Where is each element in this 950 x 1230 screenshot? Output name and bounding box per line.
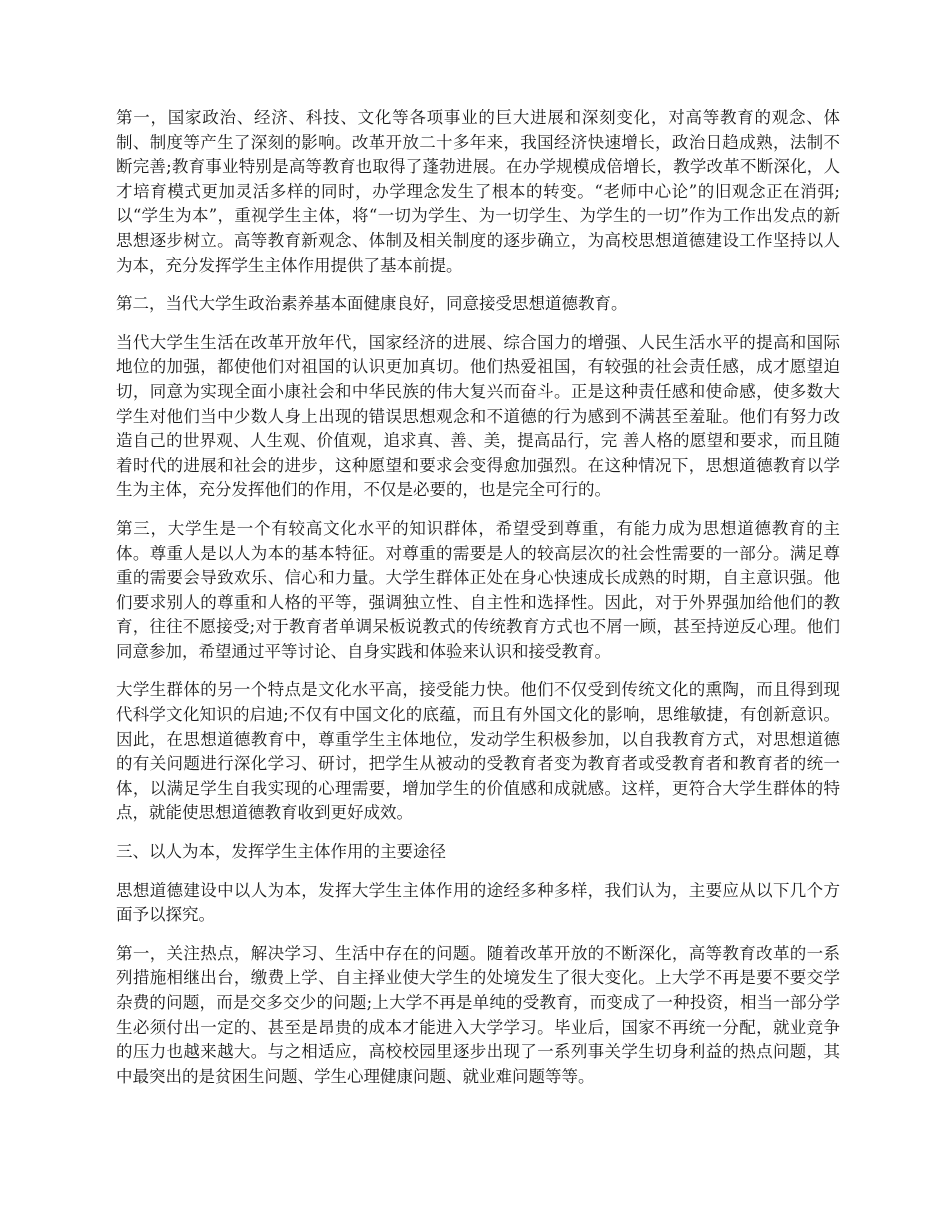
document-body — [116, 106, 840, 1103]
paragraph-5: 大学生群体的另一个特点是文化水平高，接受能力快。他们不仅受到传统文化的熏陶，而且得到现代科学文化知识的启迪;不仅有中国文化的底蕴，而且有外国文化的影响，思维敏捷，有创新意识。因此，在思想道德教育中，尊重学生主体地位，发动学生积极参加，以自我教育方式，对思想道德的有关问题进行深化学习、研讨，把学生从被动的受教育者变为教育者或受教育者和教育者的统一体，以满足学生自我实现的心理需要，增加学生的价值感和成就感。这样，更符合大学生群体的特点，就能使思想道德教育收到更好成效。 — [116, 680, 840, 823]
section-heading: 三、以人为本，发挥学生主体作用的主要途径 — [116, 842, 446, 862]
paragraph-6: 思想道德建设中以人为本，发挥大学生主体作用的途经多种多样，我们认为，主要应从以下几个方面予以探究。 — [116, 880, 840, 925]
paragraph-4: 第三，大学生是一个有较高文化水平的知识群体，希望受到尊重，有能力成为思想道德教育的主体。尊重人是以人为本的基本特征。对尊重的需要是人的较高层次的社会性需要的一部分。满足尊重的需要会导致欢乐、信心和力量。大学生群体正处在身心快速成长成熟的时期，自主意识强。他们要求别人的尊重和人格的平等，强调独立性、自主性和选择性。因此，对于外界强加给他们的教育，往往不愿接受;对于教育者单调呆板说教式的传统教育方式也不屑一顾，甚至持逆反心理。他们同意参加，希望通过平等讨论、自身实践和体验来认识和接受教育。 — [116, 518, 840, 661]
paragraph-3: 当代大学生生活在改革开放年代，国家经济的进展、综合国力的增强、人民生活水平的提高和国际地位的加强，都使他们对祖国的认识更加真切。他们热爱祖国，有较强的社会责任感，成才愿望迫切，同意为实现全面小康社会和中华民族的伟大复兴而奋斗。正是这种责任感和使命感，使多数大学生对他们当中少数人身上出现的错误思想观念和不道德的行为感到不满甚至羞耻。他们有努力改造自己的世界观、人生观、价值观，追求真、善、美，提高品行，完 善人格的愿望和要求，而且随着时代的进展和社会的进步，这种愿望和要求会变得愈加强烈。在这种情况下，思想道德教育以学生为主体，充分发挥他们的作用，不仅是必要的，也是完全可行的。 — [116, 332, 840, 500]
paragraph-7: 第一，关注热点，解决学习、生活中存在的问题。随着改革开放的不断深化，高等教育改革的一系列措施相继出台，缴费上学、自主择业使大学生的处境发生了很大变化。上大学不再是要不要交学杂费的问题，而是交多交少的问题;上大学不再是单纯的受教育，而变成了一种投资，相当一部分学生必须付出一定的、甚至是昂贵的成本才能进入大学学习。毕业后，国家不再统一分配，就业竞争的压力也越来越大。与之相适应，高校校园里逐步出现了一系列事关学生切身利益的热点问题，其中最突出的是贫困生问题、学生心理健康问题、就业难问题等等。 — [116, 943, 840, 1086]
paragraph-2: 第二，当代大学生政治素养基本面健康良好，同意接受思想道德教育。 — [116, 294, 628, 314]
paragraph-1: 第一，国家政治、经济、科技、文化等各项事业的巨大进展和深刻变化，对高等教育的观念、体制、制度等产生了深刻的影响。改革开放二十多年来，我国经济快速增长，政治日趋成熟，法制不断完善;教育事业特别是高等教育也取得了蓬勃进展。在办学规模成倍增长，教学改革不断深化，人才培育模式更加灵活多样的同时，办学理念发生了根本的转变。“老师中心论”的旧观念正在消弭;以“学生为本”，重视学生主体，将“一切为学生、为一切学生、为学生的一切”作为工作出发点的新思想逐步树立。高等教育新观念、体制及相关制度的逐步确立，为高校思想道德建设工作坚持以人为本，充分发挥学生主体作用提供了基本前提。 — [116, 108, 840, 275]
